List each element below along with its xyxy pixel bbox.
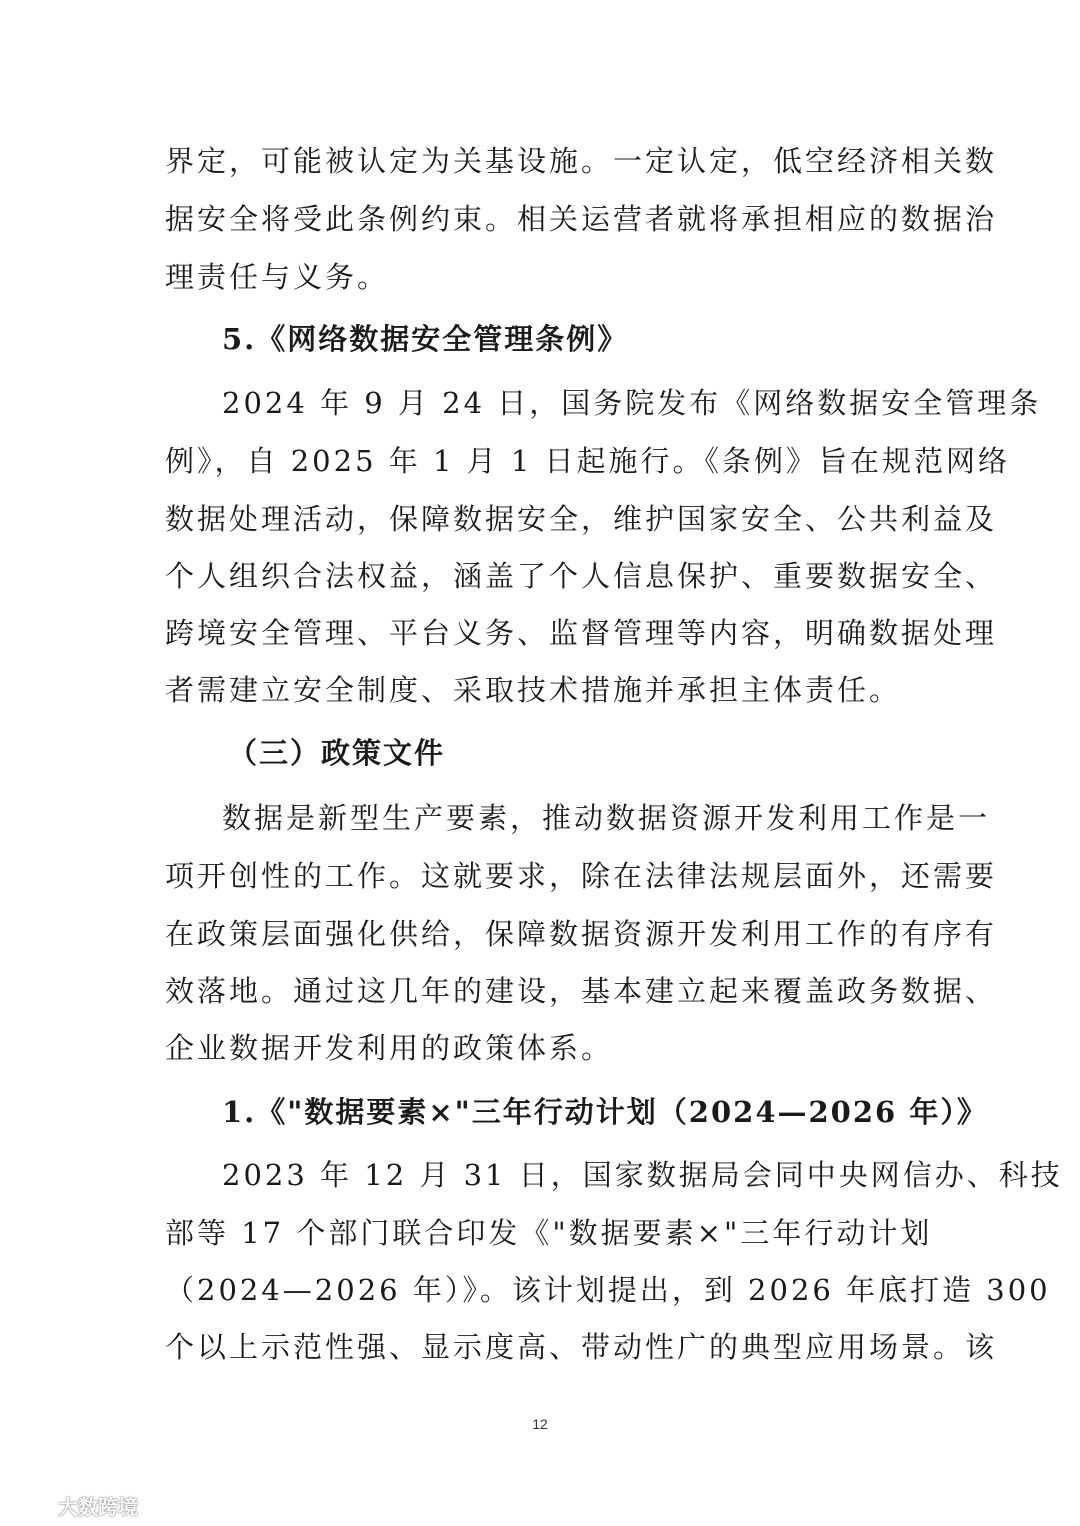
page-number: 12 bbox=[532, 1416, 548, 1432]
paragraph-line: 在政策层面强化供给，保障数据资源开发利用工作的有序有 bbox=[165, 917, 998, 951]
section-heading: 1.《"数据要素×"三年行动计划（2024—2026 年）》 bbox=[222, 1095, 988, 1129]
paragraph-line: 据安全将受此条例约束。相关运营者就将承担相应的数据治 bbox=[165, 202, 998, 236]
paragraph-line: 效落地。通过这几年的建设，基本建立起来覆盖政务数据、 bbox=[165, 974, 998, 1008]
paragraph-line: 部等 17 个部门联合印发《"数据要素×"三年行动计划 bbox=[165, 1216, 933, 1250]
paragraph-line: 2024 年 9 月 24 日，国务院发布《网络数据安全管理条 bbox=[222, 386, 1042, 420]
paragraph-line: 跨境安全管理、平台义务、监督管理等内容，明确数据处理 bbox=[165, 616, 998, 650]
paragraph-line: 者需建立安全制度、采取技术措施并承担主体责任。 bbox=[165, 673, 902, 707]
paragraph-line: （2024—2026 年）》。该计划提出，到 2026 年底打造 300 bbox=[165, 1273, 1051, 1307]
paragraph-line: 界定，可能被认定为关基设施。一定认定，低空经济相关数 bbox=[165, 144, 998, 178]
paragraph-line: 数据是新型生产要素，推动数据资源开发利用工作是一 bbox=[222, 801, 991, 835]
watermark bbox=[8, 1490, 138, 1520]
paragraph-line: 个以上示范性强、显示度高、带动性广的典型应用场景。该 bbox=[165, 1330, 998, 1364]
paragraph-line: 理责任与义务。 bbox=[165, 260, 390, 294]
watermark-text: 大数跨境 bbox=[58, 1494, 138, 1519]
paragraph-line: 数据处理活动，保障数据安全，维护国家安全、公共利益及 bbox=[165, 502, 998, 536]
paragraph-line: 2023 年 12 月 31 日，国家数据局会同中央网信办、科技 bbox=[222, 1158, 1063, 1192]
section-heading: （三）政策文件 bbox=[228, 736, 446, 770]
paragraph-line: 企业数据开发利用的政策体系。 bbox=[165, 1031, 614, 1065]
weibo-like-logo-icon bbox=[8, 1492, 52, 1518]
section-heading: 5.《网络数据安全管理条例》 bbox=[222, 322, 629, 356]
paragraph-line: 个人组织合法权益，涵盖了个人信息保护、重要数据安全、 bbox=[165, 559, 998, 593]
paragraph-line: 例》，自 2025 年 1 月 1 日起施行。《条例》旨在规范网络 bbox=[165, 444, 1011, 478]
paragraph-line: 项开创性的工作。这就要求，除在法律法规层面外，还需要 bbox=[165, 859, 998, 893]
